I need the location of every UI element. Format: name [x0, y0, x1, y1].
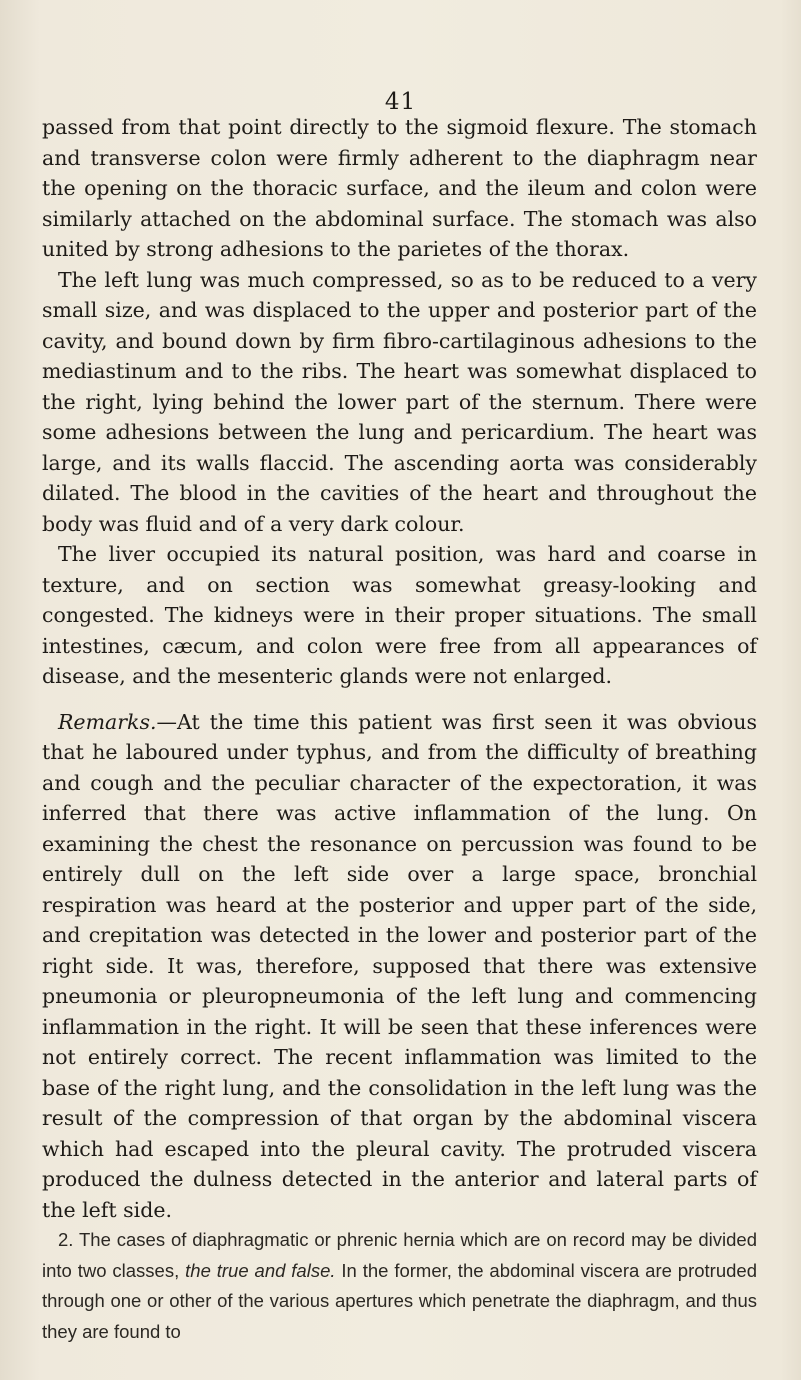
page-number: 41 [384, 89, 417, 115]
numbered-paragraph [42, 1225, 757, 1347]
body-text [42, 112, 757, 1347]
remarks-text: —At the time this patient was first seen it was obvious that he laboured under typhus, and from the difficulty of breathing and cough and the peculiar character of the expectoration, it was inferred that there was active inflammation of the lung. On examining the chest the resonance on percussion was found to be entirely dull on the left side over a large space, bronchial respiration was heard at the posterior and upper part of the side, and crepitation was detected in the lower and posterior part of the right side. It was, therefore, supposed that there was extensive pneumonia or pleuropneumonia of the left lung and commencing inflammation in the right. It will be seen that these inferences were not entirely correct. The recent inflammation was limited to the base of the right lung, and the consolidation in the left lung was the result of the compression of that organ by the abdominal viscera which had escaped into the pleural cavity. The protruded viscera produced the dulness detected in the anterior and lateral parts of the left side. [42, 709, 757, 1222]
paragraph-italic-phrase: the true and false. [185, 1259, 336, 1281]
paragraph: passed from that point directly to the sigmoid flexure. The stomach and transverse colon were firmly adherent to the diaphragm near the opening on the thoracic surface, and the ileum and colon were similarly attached on the abdominal surface. The stomach was also united by strong adhesions to the parietes of the thorax. [42, 115, 757, 261]
paragraph-number: 2. [58, 1229, 74, 1250]
paragraph: The liver occupied its natural position, was hard and coarse in texture, and on section was somewhat greasy-looking and congested. The kidneys were in their proper situations. The small intestines, cæcum, and colon were free from all appearances of disease, and the mesenteric glands were not enlarged. [42, 542, 757, 688]
remarks-label: Remarks. [58, 709, 157, 734]
paragraph-text-before: The cases of diaphragmatic or phrenic hernia which are on record may be divided into two classes, [42, 1229, 757, 1281]
paragraph-text-after: In the former, the abdominal viscera are protruded through one or other of the various apertures which penetrate the diaphragm, and thus they are found to [42, 1259, 757, 1342]
paragraph: The left lung was much compressed, so as to be reduced to a very small size, and was displaced to the upper and posterior part of the cavity, and bound down by firm fibro-cartilaginous adhesions to the mediastinum and to the ribs. The heart was somewhat displaced to the right, lying behind the lower part of the sternum. There were some adhesions between the lung and pericardium. The heart was large, and its walls flaccid. The ascending aorta was considerably dilated. The blood in the cavities of the heart and throughout the body was fluid and of a very dark colour. [42, 267, 757, 536]
remarks-paragraph [42, 707, 757, 1226]
